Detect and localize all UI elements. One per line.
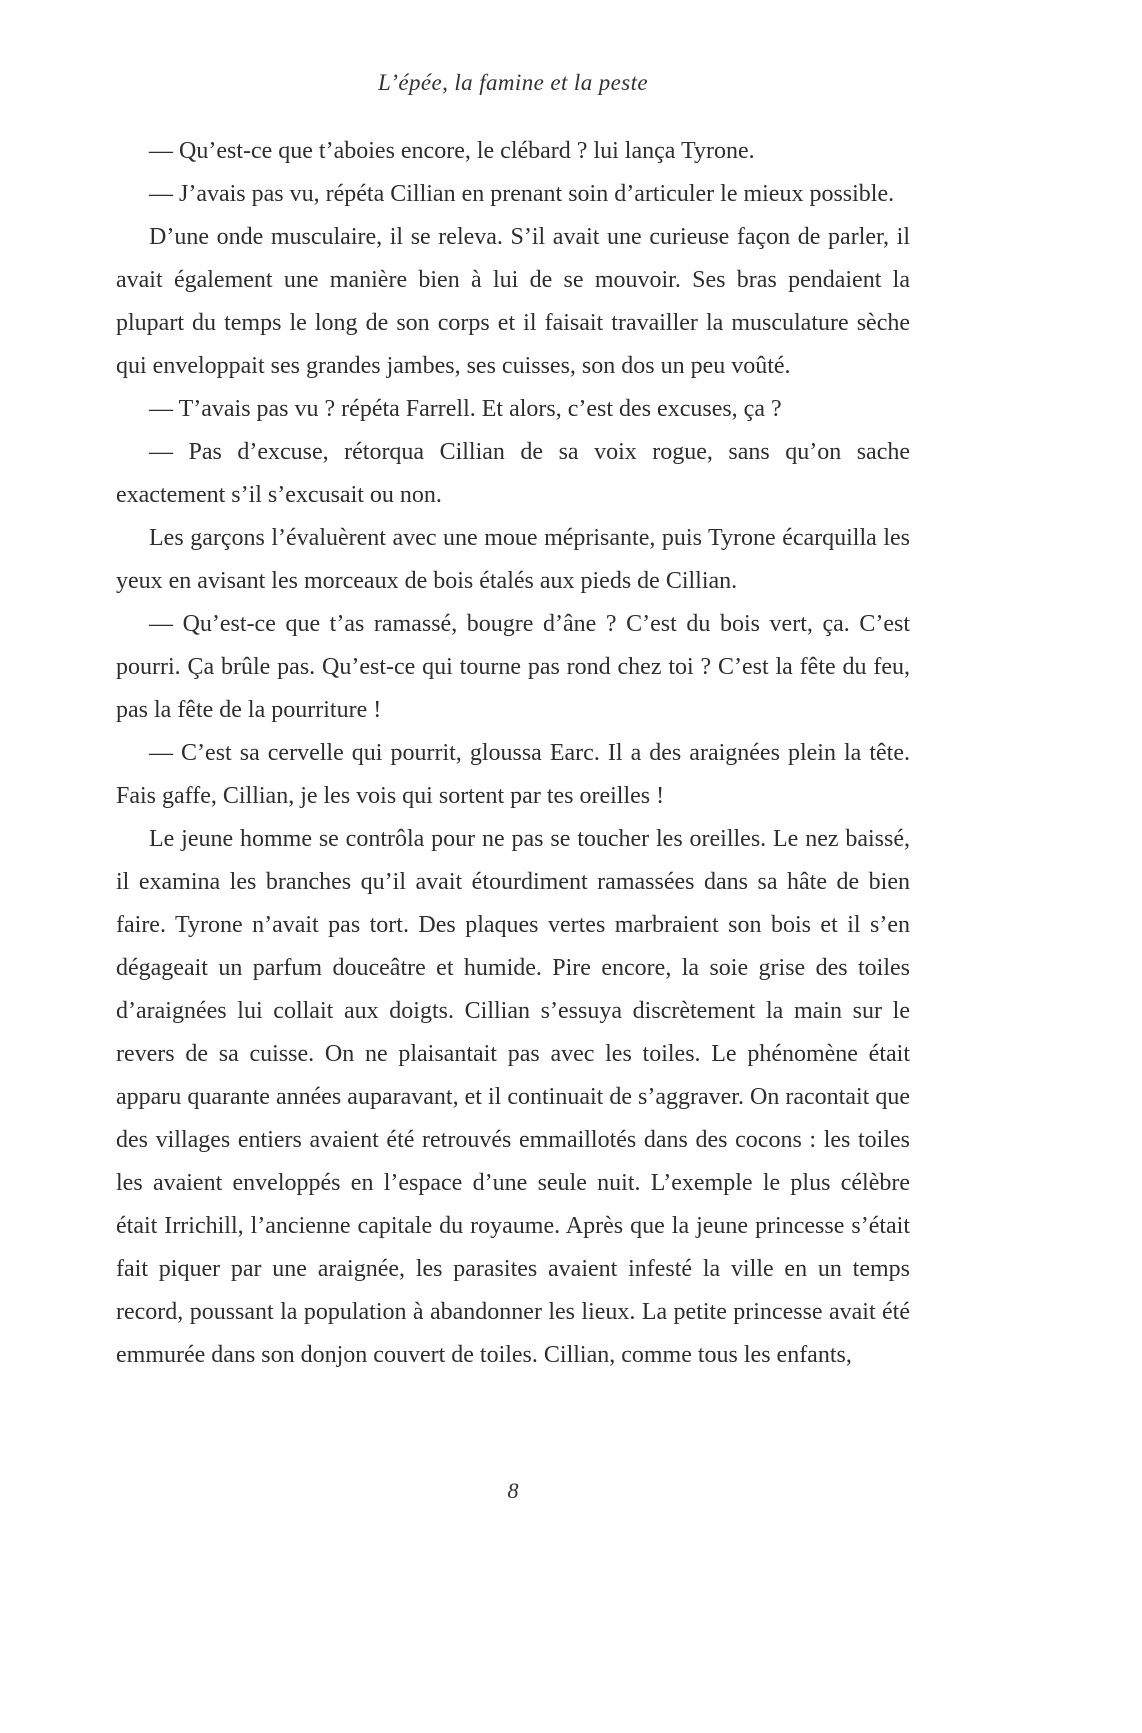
paragraph: D’une onde musculaire, il se releva. S’il avait une curieuse façon de parler, il avait également une manière bien à lui de se mouvoir. Ses bras pendaient la plupart du temps le long de son corps et il faisait travailler la musculature sèche qui enveloppait ses grandes jambes, ses cuisses, son dos un peu voûté. <box>116 224 910 379</box>
running-header: L’épée, la famine et la peste <box>377 70 649 95</box>
book-page <box>116 0 910 1377</box>
paragraph: — Qu’est-ce que t’as ramassé, bougre d’âne ? C’est du bois vert, ça. C’est pourri. Ça brûle pas. Qu’est-ce qui tourne pas rond chez toi ? C’est la fête du feu, pas la fête de la pourriture ! <box>116 611 910 723</box>
paragraph: Les garçons l’évaluèrent avec une moue méprisante, puis Tyrone écarquilla les yeux en avisant les morceaux de bois étalés aux pieds de Cillian. <box>116 525 910 594</box>
paragraph: — T’avais pas vu ? répéta Farrell. Et alors, c’est des excuses, ça ? <box>149 396 782 422</box>
paragraph: — Qu’est-ce que t’aboies encore, le clébard ? lui lança Tyrone. <box>149 138 755 164</box>
paragraph: — C’est sa cervelle qui pourrit, gloussa Earc. Il a des araignées plein la tête. Fais gaffe, Cillian, je les vois qui sortent par tes oreilles ! <box>116 740 910 809</box>
paragraph: Le jeune homme se contrôla pour ne pas se toucher les oreilles. Le nez baissé, il examina les branches qu’il avait étourdiment ramassées dans sa hâte de bien faire. Tyrone n’avait pas tort. Des plaques vertes marbraient son bois et il s’en dégageait un parfum douceâtre et humide. Pire encore, la soie grise des toiles d’araignées lui collait aux doigts. Cillian s’essuya discrètement la main sur le revers de sa cuisse. On ne plaisantait pas avec les toiles. Le phénomène était apparu quarante années auparavant, et il continuait de s’aggraver. On racontait que des villages entiers avaient été retrouvés emmaillotés dans des cocons : les toiles les avaient enveloppés en l’espace d’une seule nuit. L’exemple le plus célèbre était Irrichill, l’ancienne capitale du royaume. Après que la jeune princesse s’était fait piquer par une araignée, les parasites avaient infesté la ville en un temps record, poussant la population à abandonner les lieux. La petite princesse avait été emmurée dans son donjon couvert de toiles. Cillian, comme tous les enfants, <box>116 826 910 1368</box>
paragraph: — J’avais pas vu, répéta Cillian en prenant soin d’articuler le mieux possible. <box>149 181 895 207</box>
page-number: 8 <box>507 1478 519 1503</box>
page-body <box>116 130 910 1377</box>
paragraph: — Pas d’excuse, rétorqua Cillian de sa voix rogue, sans qu’on sache exactement s’il s’excusait ou non. <box>116 439 910 508</box>
